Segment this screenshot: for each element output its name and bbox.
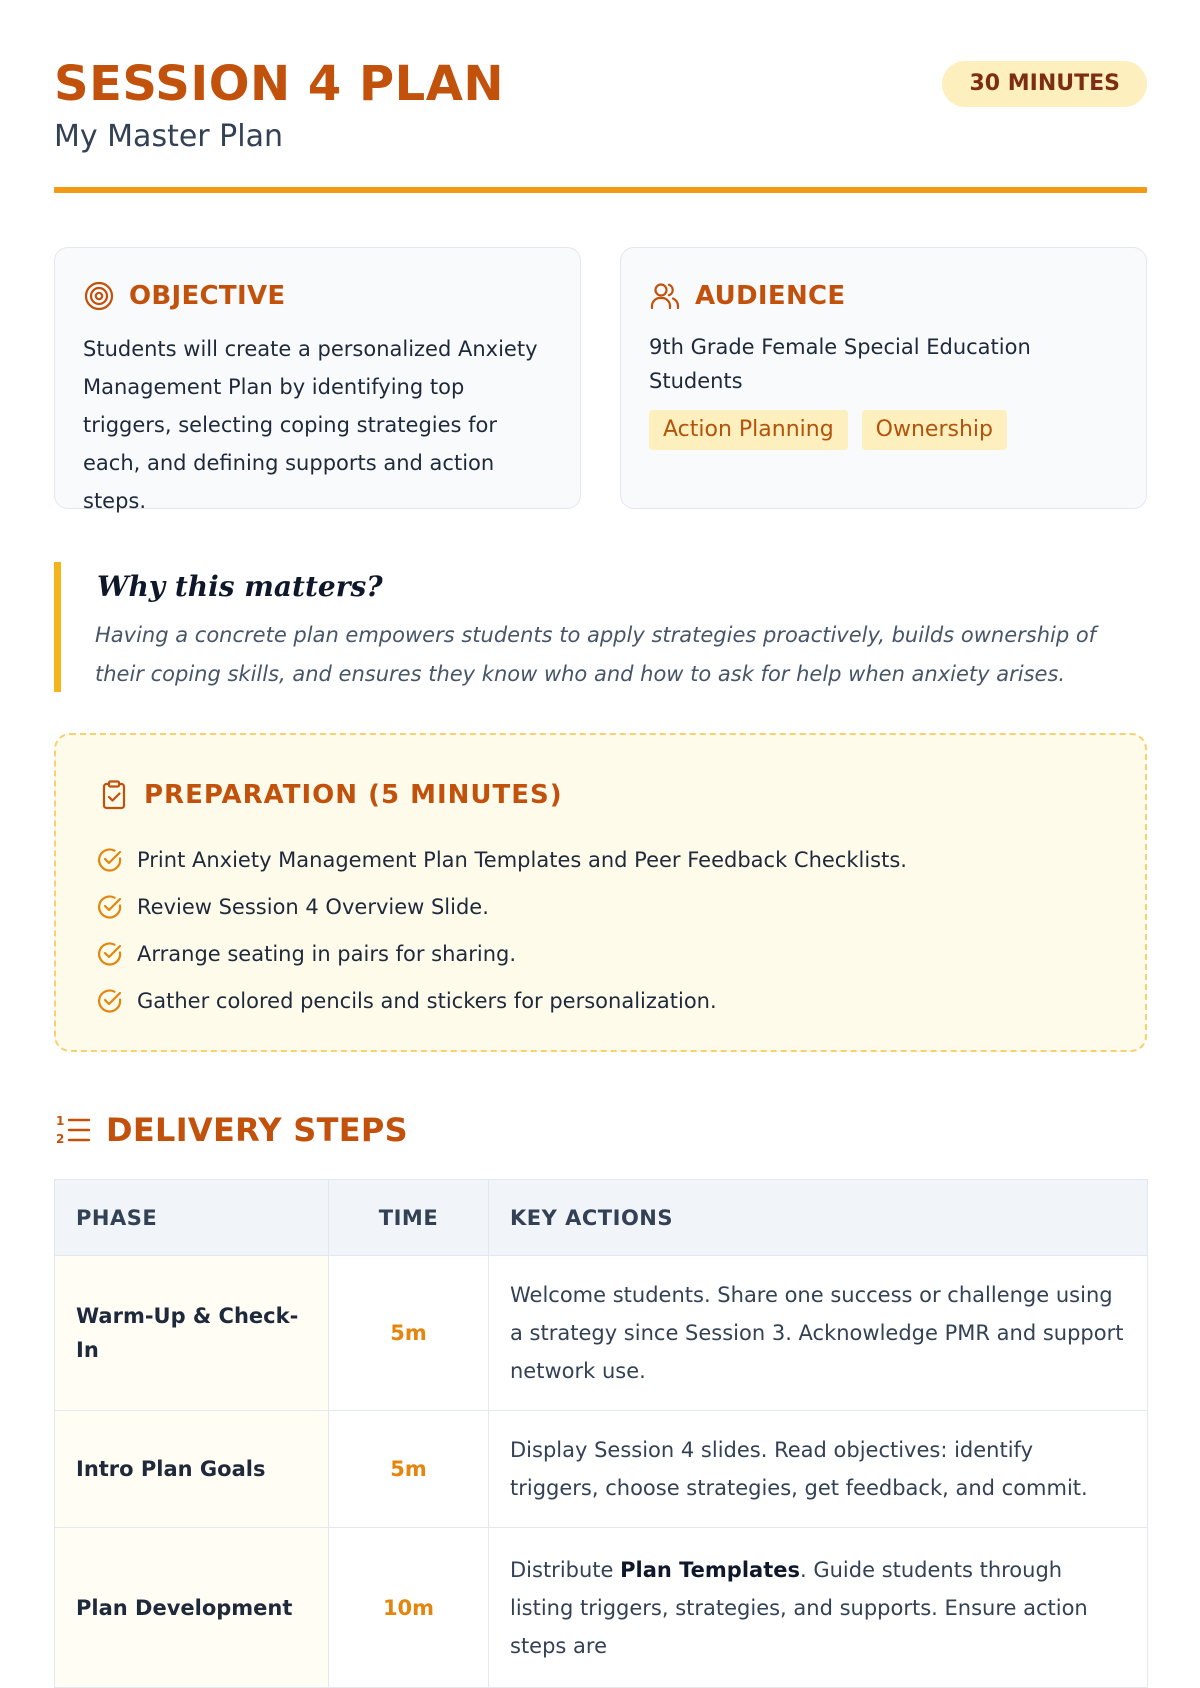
objective-text: Students will create a personalized Anxiety Management Plan by identifying top triggers, selecting coping strategies for each, and defining supports and action steps. [83, 337, 538, 513]
audience-card [620, 247, 1147, 509]
list-item [96, 930, 907, 977]
users-icon [649, 280, 681, 312]
table-row [55, 1256, 1148, 1411]
check-circle-icon [96, 846, 124, 874]
check-circle-icon [96, 987, 124, 1015]
numbered-list-icon [54, 1111, 92, 1149]
preparation-heading [98, 779, 563, 811]
preparation-item-text: Review Session 4 Overview Slide. [137, 894, 489, 919]
check-circle-icon [96, 940, 124, 968]
actions-cell: Welcome students. Share one success or challenge using a strategy since Session 3. Acknowledge PMR and support network use. [489, 1256, 1148, 1411]
session-plan-page [54, 0, 1147, 1658]
audience-tags [649, 410, 1021, 450]
actions-text: . Guide students through listing triggers, strategies, and supports. Ensure action steps are [510, 1557, 1088, 1658]
table-row [55, 1528, 1148, 1688]
time-cell: 5m [329, 1411, 489, 1528]
info-cards [54, 247, 1147, 513]
clipboard-check-icon [98, 779, 130, 811]
delivery-label: DELIVERY STEPS [106, 1111, 408, 1149]
page-subtitle: My Master Plan [54, 119, 283, 154]
table-header-row [55, 1180, 1148, 1256]
target-icon [83, 280, 115, 312]
actions-cell [489, 1528, 1148, 1688]
why-callout [54, 562, 1147, 692]
phase-cell: Intro Plan Goals [55, 1411, 329, 1528]
check-circle-icon [96, 893, 124, 921]
column-header-phase: PHASE [55, 1180, 329, 1256]
actions-emphasis: Plan Templates [620, 1557, 800, 1582]
duration-badge: 30 MINUTES [942, 61, 1147, 107]
column-header-time: TIME [329, 1180, 489, 1256]
preparation-label: PREPARATION (5 MINUTES) [144, 780, 563, 810]
header-divider [54, 187, 1147, 193]
audience-text: 9th Grade Female Special Education Students [649, 335, 1031, 393]
actions-cell: Display Session 4 slides. Read objectives: identify triggers, choose strategies, get feedback, and commit. [489, 1411, 1148, 1528]
preparation-item-text: Print Anxiety Management Plan Templates and Peer Feedback Checklists. [137, 847, 907, 872]
tag-ownership: Ownership [862, 410, 1007, 450]
objective-card [54, 247, 581, 513]
preparation-list [96, 836, 907, 1024]
objective-label: OBJECTIVE [129, 281, 286, 311]
audience-heading [649, 280, 845, 312]
preparation-item-text: Gather colored pencils and stickers for personalization. [137, 988, 717, 1013]
why-title: Why this matters? [97, 570, 383, 603]
list-item [96, 883, 907, 930]
delivery-table [54, 1179, 1148, 1688]
svg-text:1: 1 [56, 1114, 65, 1128]
audience-label: AUDIENCE [695, 281, 846, 311]
phase-cell: Plan Development [55, 1528, 329, 1688]
preparation-box [54, 733, 1147, 1052]
phase-cell: Warm-Up & Check-In [55, 1256, 329, 1411]
svg-text:2: 2 [56, 1132, 65, 1146]
page-title: SESSION 4 PLAN [54, 56, 505, 112]
table-row [55, 1411, 1148, 1528]
column-header-key-actions: KEY ACTIONS [489, 1180, 1148, 1256]
time-cell: 5m [329, 1256, 489, 1411]
actions-text: Distribute [510, 1557, 621, 1582]
page-header [54, 0, 1147, 194]
why-text: Having a concrete plan empowers students to apply strategies proactively, builds ownership of their coping skills, and ensures they know who and how to ask for help when anxiety arises. [95, 623, 1097, 686]
list-item [96, 836, 907, 883]
delivery-heading [54, 1110, 408, 1150]
objective-heading [83, 280, 285, 312]
preparation-item-text: Arrange seating in pairs for sharing. [137, 941, 517, 966]
time-cell: 10m [329, 1528, 489, 1688]
tag-action-planning: Action Planning [649, 410, 848, 450]
list-item [96, 977, 907, 1024]
